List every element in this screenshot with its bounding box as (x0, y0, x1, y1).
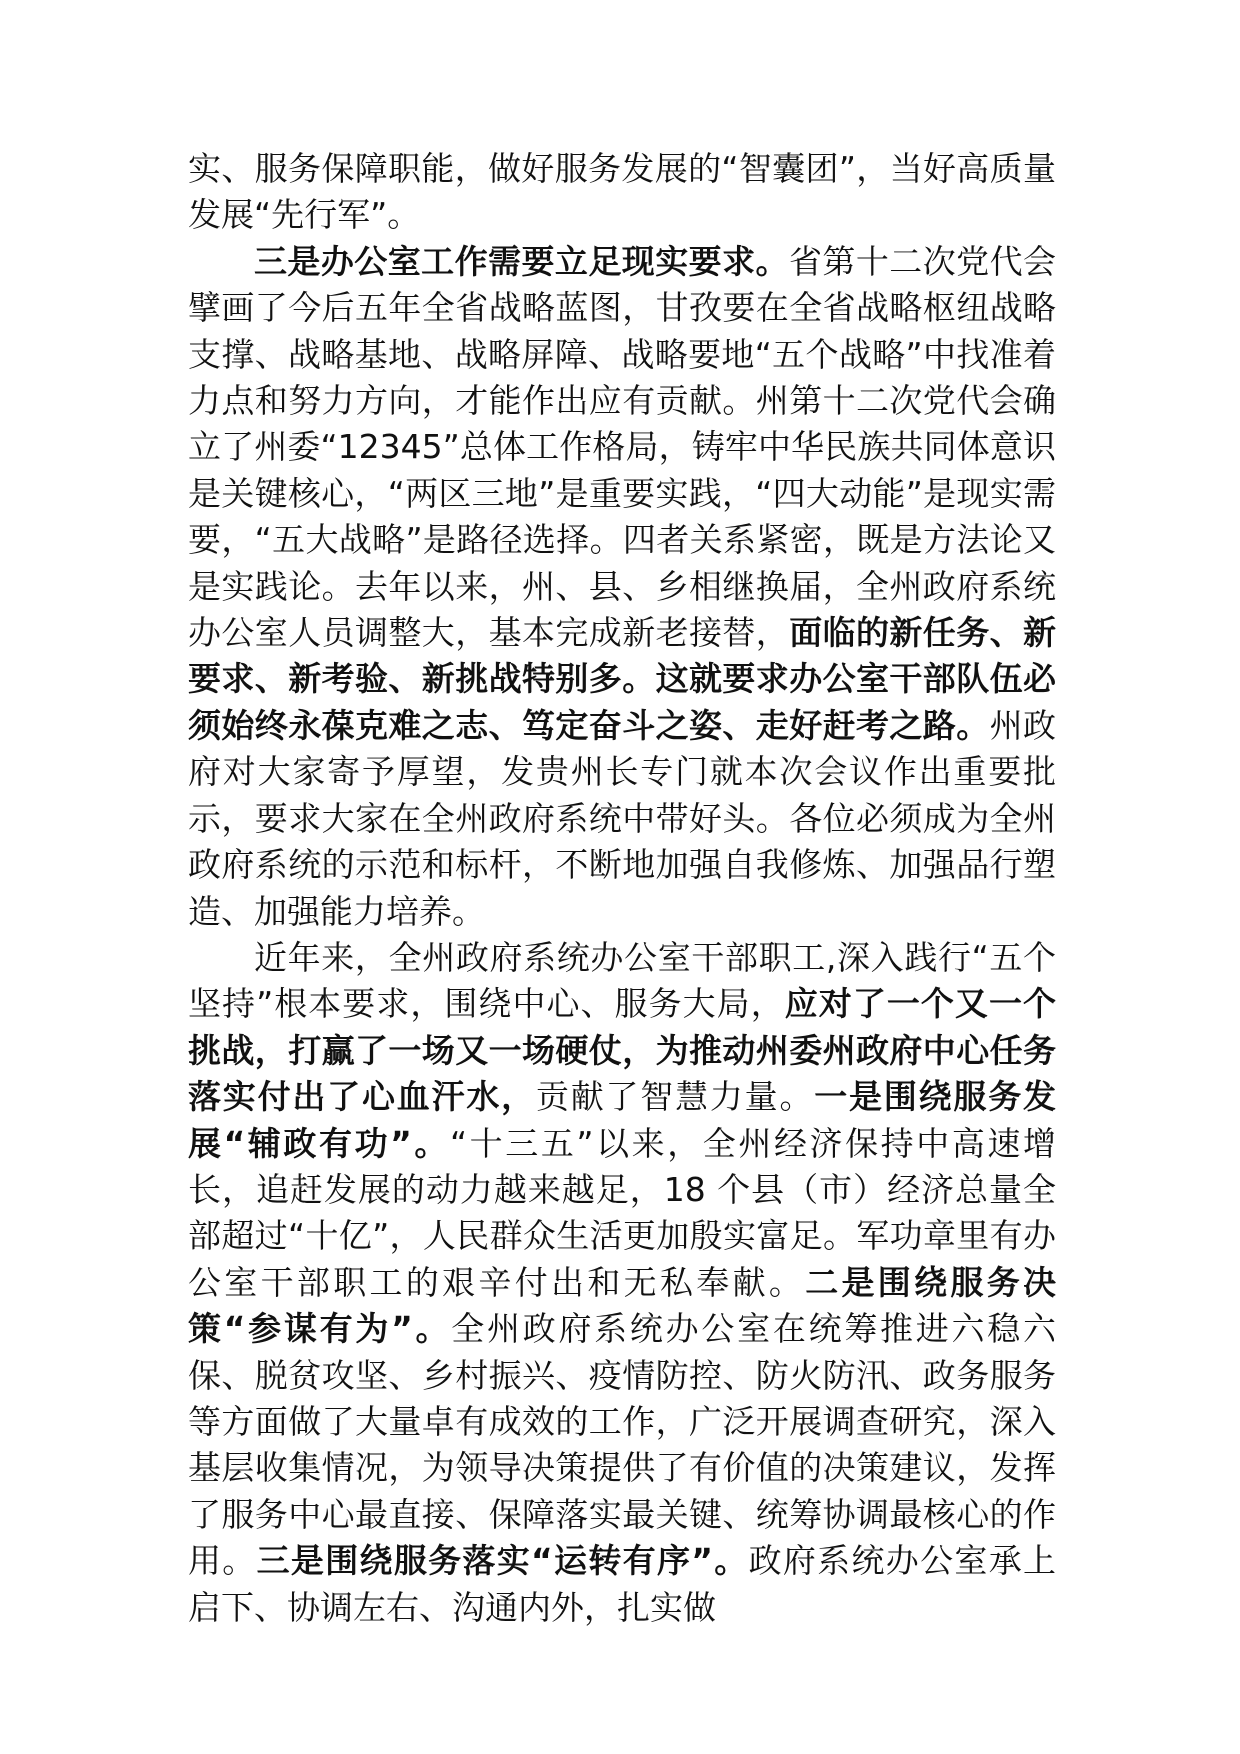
text-run: 实、服务保障职能，做好服务发展的“智囊团”，当好高质量发展“先行军”。 (188, 149, 1056, 235)
text-run: 省第十二次党代会擘画了今后五年全省战略蓝图，甘孜要在全省战略枢纽战略支撑、战略基地、战略屏障、战略要地“五个战略”中找准着力点和努力方向，才能作出应有贡献。州第十二次党代会确立了州委“12345”总体工作格局，铸牢中华民族共同体意识是关键核心，“两区三地”是重要实践，“四大动能”是现实需要，“五大战略”是路径选择。四者关系紧密，既是方法论又是实践论。去年以来，州、县、乡相继换届，全州政府系统办公室人员调整大，基本完成新老接替， (188, 241, 1057, 653)
text-run: 政府系统办公室承上启下、协调左右、沟通内外，扎实做 (188, 1541, 1056, 1627)
paragraph-continuation (188, 146, 1056, 239)
text-run: 州政府对大家寄予厚望，发贵州长专门就本次会议作出重要批示，要求大家在全州政府系统中带好头。各位必须成为全州政府系统的示范和标杆，不断地加强自我修炼、加强品行塑造、加强能力培养。 (188, 705, 1057, 931)
text-run: “十三五”以来，全州经济保持中高速增长，追赶发展的动力越来越足，18 个县（市）经济总量全部超过“十亿”，人民群众生活更加殷实富足。军功章里有办公室干部职工的艰辛付出和无私奉献。 (188, 1123, 1056, 1302)
text-run: 近年来，全州政府系统办公室干部职工,深入践行“五个坚持”根本要求，围绕中心、服务大局， (188, 937, 1056, 1024)
section-heading-run: 三是办公室工作需要立足现实要求。 (254, 241, 789, 281)
emphasis-run: 应对了一个又一个挑战，打赢了一场又一场硬仗，为推动州委州政府中心任务落实付出了心血汗水， (188, 984, 1056, 1117)
paragraph-recent-achievements (188, 935, 1056, 1631)
point-two-heading: 二是围绕服务决策“参谋有为”。 (188, 1262, 1057, 1349)
paragraph-office-work-requirements (188, 239, 1056, 935)
emphasis-run: 面临的新任务、新要求、新考验、新挑战特别多。这就要求办公室干部队伍必须始终永葆克难之志、笃定奋斗之姿、走好赶考之路。 (188, 613, 1057, 745)
point-one-heading: 一是围绕服务发展“辅政有功”。 (188, 1077, 1057, 1163)
point-three-heading: 三是围绕服务落实“运转有序”。 (256, 1541, 749, 1581)
document-body (188, 146, 1056, 1631)
text-run: 贡献了智慧力量。 (535, 1077, 815, 1117)
text-run: 全州政府系统办公室在统筹推进六稳六保、脱贫攻坚、乡村振兴、疫情防控、防火防汛、政务服务等方面做了大量卓有成效的工作，广泛开展调查研究，深入基层收集情况，为领导决策提供了有价值的决策建议，发挥了服务中心最直接、保障落实最关键、统筹协调最核心的作用。 (188, 1309, 1056, 1581)
